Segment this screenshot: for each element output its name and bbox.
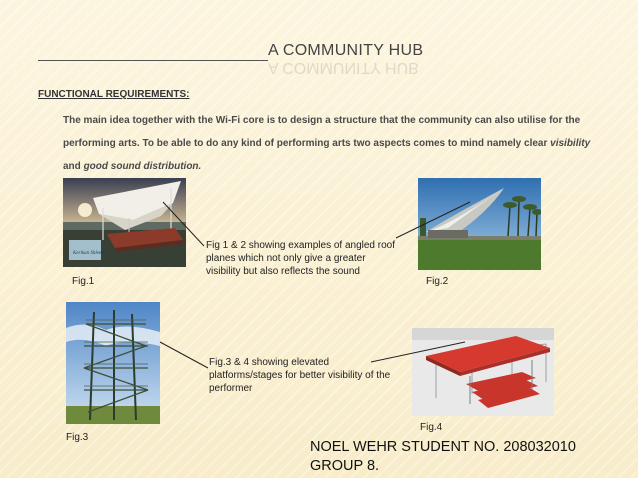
- callout-figures-3-4: Fig.3 & 4 showing elevated platforms/stages for better visibility of the performer: [209, 357, 391, 394]
- body-text-2: and: [63, 161, 84, 172]
- pointer-to-figure-1: [163, 202, 204, 246]
- figure-3-caption: Fig.3: [66, 432, 89, 443]
- photo1-watermark: Kerikan Shlemen: [73, 251, 108, 256]
- callout-figures-1-2: Fig 1 & 2 showing examples of angled roof planes which not only give a greater visibility but also reflects the sound: [206, 240, 395, 277]
- pointer-to-figure-4: [371, 342, 465, 362]
- pointer-to-figure-3: [160, 342, 208, 368]
- figure-2-caption: Fig.2: [426, 276, 449, 287]
- pointer-to-figure-2: [396, 202, 470, 238]
- figure-4-caption: Fig.4: [420, 422, 443, 433]
- footer-group: GROUP 8.: [310, 458, 380, 474]
- body-emphasis-sound: good sound distribution.: [83, 161, 202, 172]
- figure-1-caption: Fig.1: [72, 276, 95, 287]
- footer: [310, 438, 576, 476]
- slide-title: A COMMUNITY HUB: [268, 42, 424, 59]
- footer-student: NOEL WEHR STUDENT NO. 208032010: [310, 439, 576, 455]
- body-text-1: The main idea together with the Wi-Fi core is to design a structure that the community can also utilise for the performing arts. To be able to do any kind of performing arts two aspects comes to mind namely clear: [63, 115, 581, 149]
- slide-title-reflection: A COMMUNITY HUB: [268, 59, 419, 76]
- section-heading: FUNCTIONAL REQUIREMENTS:: [38, 89, 190, 100]
- body-emphasis-visibility: visibility: [550, 138, 591, 149]
